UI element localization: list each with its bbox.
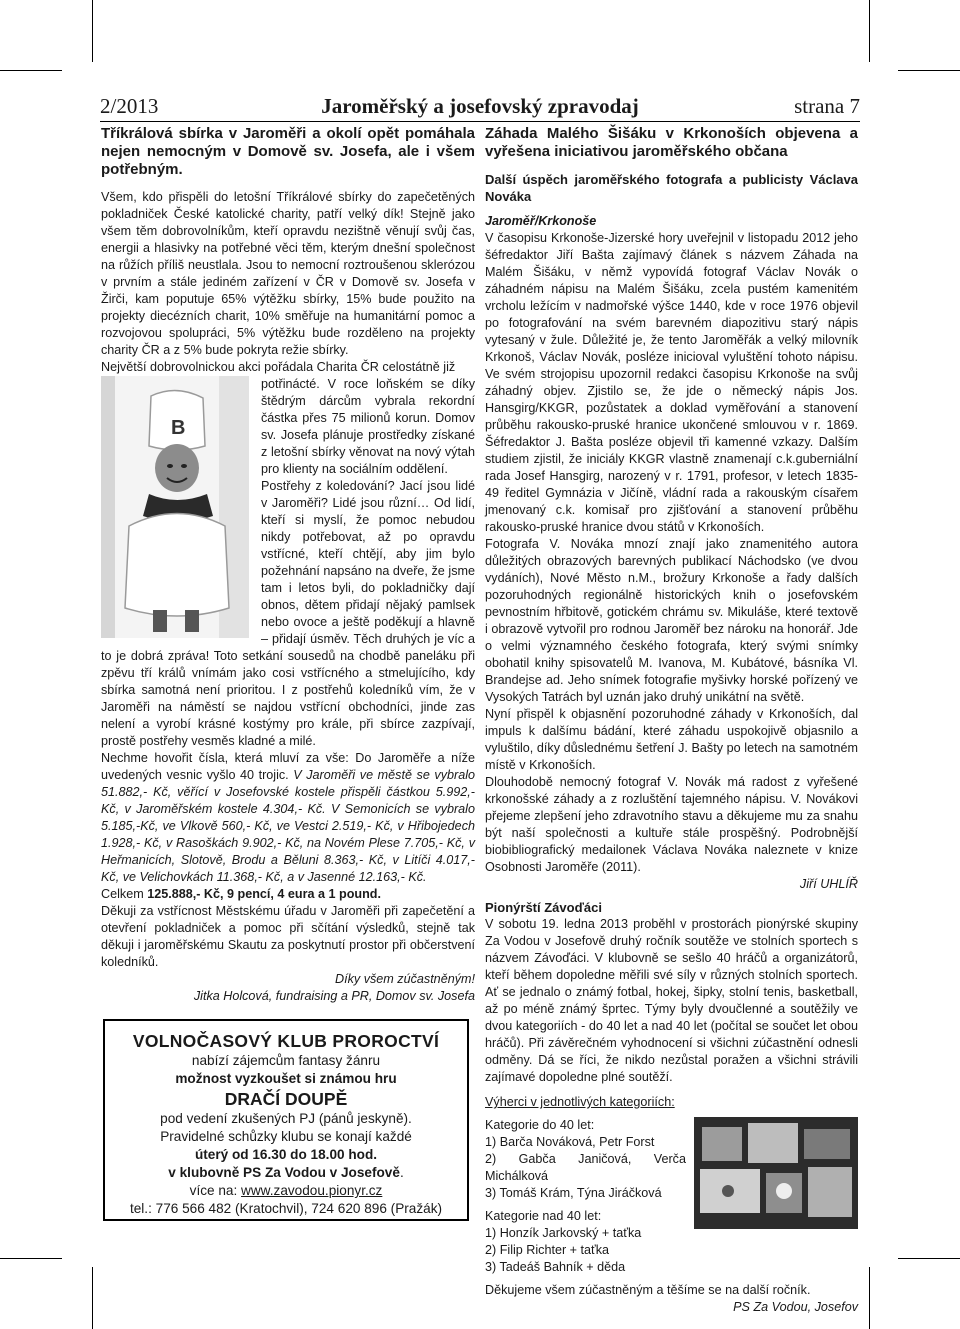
club-location-name: v klubovně PS Za Vodou v Josefově bbox=[168, 1165, 400, 1180]
club-more bbox=[105, 1182, 467, 1200]
article-paragraph: V časopisu Krkonoše-Jizerské hory uveřejnil v listopadu 2012 jeho šéfredaktor Jiří Bašta zajímavý článek s názvem Záhada na Malém Šišáku, v němž vypovídá fotograf Václav Novák o záhadném nápisu na Malém Šišáku, zcela pustém kamenitém vrcholu ležícím v nadmořské výšce 1440, kde v roce 1976 objevil po fotografování na svém barevném diapozitivu starý nápis vytesaný v žule. Důležité je, že tento Jaroměřák a velký milovník Krkonoš, Václav Novák, posléze inicioval vyluštění tohoto nápisu. Ve svém strojopisu upozornil redakci časopisu Krkonoše na svůj záhadný objev. Zjistilo se, že jde o německý nápis Jos. Hansgirg/KKGR, pozůstatek a doklad vyměřování a stanovení průběhu rakousko-pruské hranice ukončené smlouvou v r. 1869. Šéfredaktor J. Bašta posléze objevil tři kamenné vzkazy. Dalším studiem zjistil, že iniciály KKGR vlastně znamenají c.k.guberniální rada Josef Hansgirg, narozený v r. 1791, profesor, v letech 1835-49 ředitel Gymnázia v Jičíně, vládní rada a rakouským císařem jmenovaný c.k. komisař pro zjišťování a stanovení průběhu rakousko-pruské hranice dvou států v Krkonoších. bbox=[485, 231, 858, 534]
left-column bbox=[101, 125, 475, 1005]
winner-item: 2) Filip Richter + taťka bbox=[485, 1243, 610, 1257]
author-signature: Jiří UHLÍŘ bbox=[799, 877, 858, 891]
club-location-end: . bbox=[399, 1165, 404, 1180]
article-paragraph: Postřehy z koledování? Jací jsou lidé v Jaroměři? Lidé jsou různí… Od lidí, kteří si myslí, že pomoc nebudou nikdy potřebovat, až po opravdu vstřícné, kteří chtějí, aby jim bylo požehnání napsáno na dveře, že jsme tam i letos byli, do pokladničky dají obnos, dětem přidají nějaký pamlsek nebo ovoce a ještě poděkují a hlavně – přidají úsměv. Těch druhých je víc a to je dobrá zpráva! Toto setkání sousedů na chodbě paneláku při zpěvu tří králů vnímám jako cosi vstřícného a stmelujícího, kdy sbírka samotná není prioritou. I z postřehů koledníků vím, že v Jaroměři na náměstí se najdou vstřícní obchodníci, jinde zas nelení a vyrobí krásné kostýmy pro krále, při sbírce zazpívají, prostě postřehy vesměs kladné a milé. bbox=[101, 479, 475, 748]
club-advertisement bbox=[103, 1019, 469, 1221]
crop-mark bbox=[0, 70, 62, 71]
crop-mark bbox=[869, 0, 870, 62]
winner-item: 1) Honzík Jarkovský + taťka bbox=[485, 1226, 642, 1240]
game-name: DRAČÍ DOUPĚ bbox=[224, 1089, 348, 1109]
club-line: Pravidelné schůzky klubu se konají každé bbox=[160, 1129, 412, 1144]
table-games-photo bbox=[694, 1117, 858, 1229]
right-column bbox=[485, 125, 858, 1316]
page-number: strana 7 bbox=[794, 94, 860, 118]
article-title: Pionýrští Závoďáci bbox=[485, 900, 602, 915]
article-paragraph: V sobotu 19. ledna 2013 proběhl v prostorách pionýrské skupiny Za Vodou v Josefově druhý ročník soutěže ve stolních sportech s názvem Závoďáci. V klubovně se sešlo 40 hráčů a organizátorů, kteří během dopoledne měřili své síly v různých stolních sportech. Ať se jednalo o známý fotbal, hokej, šipky, stolní tenis, basketball, až po méně známý šprtec. Týmy byly dvoučlenné a soutěžily ve dvou kategoriích - do 40 let a nad 40 let (počítal se součet let obou hráčů). Při závěrečném vyhodnocení si všichni zúčastnění odnesli odměny. Dá se říci, že nikdo nezůstal poražen a všichni strávili zajímavé dopoledne plné soutěží. bbox=[485, 917, 858, 1084]
article-paragraph: Děkuji za vstřícnost Městskému úřadu v Jaroměři při zapečetění a otevření pokladniček a pomoc při sčítání výsledků, stejně tak děkuji i jaroměřskému Skautu za poskytnutí prostor při občerstvení koledníků. bbox=[101, 904, 475, 969]
club-line: možnost vyzkoušet si známou hru bbox=[175, 1071, 397, 1086]
club-line: nabízí zájemcům fantasy žánru bbox=[191, 1053, 381, 1068]
category-label: Kategorie do 40 let: bbox=[485, 1118, 595, 1132]
meeting-time: úterý od 16.30 do 18.00 hod. bbox=[194, 1147, 378, 1162]
crop-mark bbox=[869, 1267, 870, 1329]
closing-line: Děkujeme všem zúčastněným a těšíme se na další ročník. bbox=[485, 1283, 811, 1297]
crop-mark bbox=[92, 1267, 93, 1329]
games-photo bbox=[694, 1117, 858, 1229]
author-signature: Jitka Holcová, fundraising a PR, Domov sv. Josefa bbox=[193, 989, 475, 1003]
article-paragraph: Dlouhodobě nemocný fotograf V. Novák má radost z vyřešené krkonošské záhady a z rozluštění tajemného nápisu. V. Novákovi přejeme zlepšení jeho zdravotního stavu a děkujeme mu za snahu být naší společnosti a kultuře stále prospěšný. Podrobnější biobibliografický medailonek Václava Nováka naleznete v knize Osobnosti Jaroměře (2011). bbox=[485, 775, 858, 874]
article-paragraph: Nyní přispěl k objasnění pozoruhodné záhady v Krkonoších, dal impuls k dalšímu bádání, které záhadu uspokojivě objasnilo a vyluštilo, díky důslednému šetření J. Bašty po letech na samotném místě v Krkonoších. bbox=[485, 707, 858, 772]
numbers-intro: Nechme hovořit čísla, která mluví za vše: Do Jaroměře a níže uvedených vesnic vyšlo 40 trojic. bbox=[101, 751, 475, 782]
winner-item: 2) Gabča Janičová, Verča Michálková bbox=[485, 1152, 686, 1183]
crop-mark bbox=[0, 1258, 62, 1259]
article-paragraph bbox=[101, 750, 475, 886]
winner-item: 1) Barča Nováková, Petr Forst bbox=[485, 1135, 655, 1149]
total-line bbox=[101, 886, 475, 903]
crop-mark bbox=[898, 70, 960, 71]
total-value: 125.888,- Kč, 9 pencí, 4 eura a 1 pound. bbox=[147, 887, 381, 901]
child-photo bbox=[101, 376, 249, 638]
club-title: VOLNOČASOVÝ KLUB PROROCTVÍ bbox=[132, 1031, 440, 1051]
article-paragraph: Fotografa V. Nováka mnozí znají jako znamenitého autora důležitých obrazových barevných publikací Náchodsko (ve dvou vydáních), Nové Město n.M., brožury Krkonoše a řady dalších pozoruhodných regionálně historických knih o josefovském pevnostním hřbitově, gotickém chrámu sv. Mikuláše, které textově i obrazově vytvořil pro rodnou Jaroměř bez nároku na honorář. Jde o velmi významného českého fotografa, který svými snímky obohatil knihy spisovatelů M. Ivanova, M. Kubátové, básníka Vl. Brandejse ad. Jeho snímek fotografie myšivky horské pořízený ve Vysokých Tatrách byl uznán jako druhý unikátní na světě. bbox=[485, 537, 858, 704]
child-in-king-costume-photo bbox=[101, 376, 249, 638]
article-dateline: Jaroměř/Krkonoše bbox=[485, 214, 597, 228]
article-paragraph: Všem, kdo přispěli do letošní Tříkrálové sbírky do zapečetěných pokladniček České katolické charity, patří velký dík! Stejně jako všem těm dobrovolníkům, kteří opravdu nezištně věnují svůj čas, energii a hlasivky na potřebné věci těm, kterým dnešní společnost na růžích příliš neustlala. Jsou to nemocní roztroušenou sklerózou v prvním a stále jediném zařízení v ČR v Domově sv. Josefa v Žirči, kam poputuje 65% výtěžku sbírky, 15% bude použito na projekty diecézních charit, 10% směřuje na humanitární pomoc a rozvojovou spolupráci, 5% výtěžku bude rozděleno na projekty charity ČR a z 5% bude pokryta režie sbírky. bbox=[101, 190, 475, 357]
author-signature: PS Za Vodou, Josefov bbox=[733, 1300, 858, 1314]
article-title: Tříkrálová sbírka v Jaroměři a okolí opět pomáhala nejen nemocným v Domově sv. Josefa, ale i všem potřebným. bbox=[101, 125, 475, 178]
total-label: Celkem bbox=[101, 887, 144, 901]
article-title: Záhada Malého Šišáku v Krkonoších objevena a vyřešena iniciativou jaroměřského občana bbox=[485, 125, 858, 160]
article-paragraph: Největší dobrovolnickou akci pořádala Charita ČR celostátně již bbox=[101, 360, 456, 374]
thanks-line: Díky všem zúčastněným! bbox=[335, 972, 475, 986]
category-label: Kategorie nad 40 let: bbox=[485, 1209, 602, 1223]
header-rule bbox=[100, 121, 860, 122]
article-paragraph: potřinácté. V roce loňském se díky štědrým dárcům vybrala rekordní částka přes 75 milionů korun. Domov sv. Josefa plánuje prostředky získané z letošní sbírky věnovat na nový výtah pro klienty na sociálním oddělení. bbox=[261, 377, 475, 476]
issue-number: 2/2013 bbox=[100, 94, 159, 118]
club-line: pod vedení zkušených PJ (pánů jeskyně). bbox=[160, 1111, 412, 1126]
numbers-breakdown: V Jaroměři ve městě se vybralo 51.882,- Kč, věřící v Josefovské kostele přispěli částkou 5.992,- Kč, v Jaroměřském kostele 4.304,- Kč. V Semonicích se vybralo 5.185,-Kč, ve Vlkově 560,- Kč, ve Vestci 2.519,- Kč, v Hřibojedech 1.928,- Kč, v Rasoškách 9.902,- Kč, na Novém Plese 7.705,- Kč, v Heřmanicích, Slotově, Brodu a Běluni 8.363,- Kč, v Litíči 4.017,- Kč, ve Velichovkách 11.368,- Kč, a v Jasenné 12.163,- Kč. bbox=[101, 768, 475, 884]
winner-item: 3) Tomáš Krám, Týna Jiráčková bbox=[485, 1186, 662, 1200]
club-phone: tel.: 776 566 482 (Kratochvil), 724 620 896 (Pražák) bbox=[129, 1201, 443, 1216]
winners-heading: Výherci v jednotlivých kategoriích: bbox=[485, 1095, 675, 1109]
more-label: více na: bbox=[189, 1183, 238, 1198]
club-location bbox=[105, 1164, 467, 1182]
newspaper-title: Jaroměřský a josefovský zpravodaj bbox=[321, 94, 639, 118]
page-header bbox=[100, 94, 860, 122]
crop-mark bbox=[92, 0, 93, 62]
article-subtitle: Další úspěch jaroměřského fotografa a publicisty Václava Nováka bbox=[485, 172, 858, 204]
winner-item: 3) Tadeáš Bahník + děda bbox=[485, 1260, 626, 1274]
svg-text:B: B bbox=[171, 417, 186, 439]
crop-mark bbox=[898, 1258, 960, 1259]
club-website-link[interactable]: www.zavodou.pionyr.cz bbox=[241, 1183, 383, 1198]
